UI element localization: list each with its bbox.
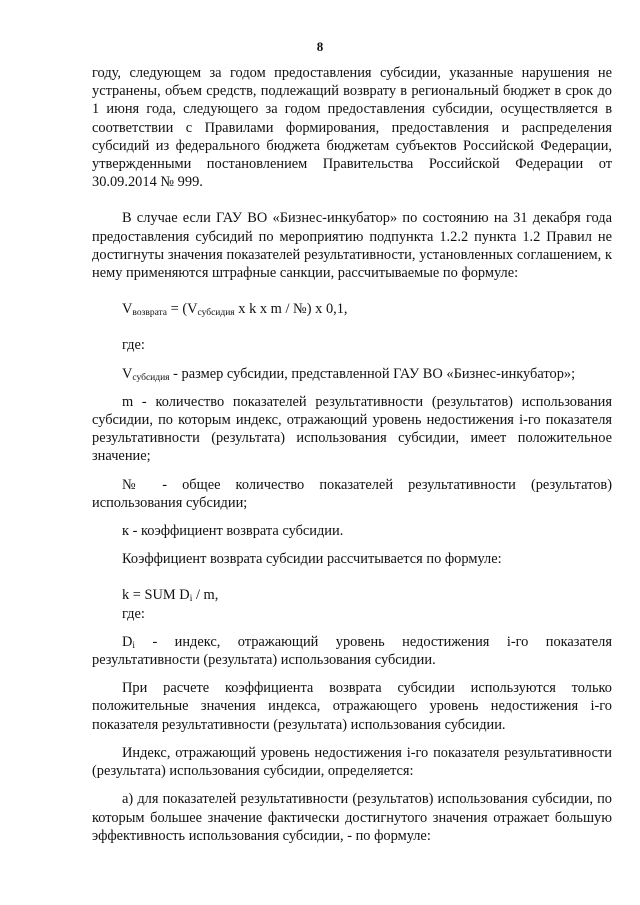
definition-m: m - количество показателей результативности (результатов) использования субсидии, по которым индекс, отражающий уровень недостижения i-го показателя результативности (результата) использования субсидии, имеет положительное значение; — [92, 393, 612, 465]
page-number: 8 — [316, 39, 324, 54]
coefficient-intro: Коэффициент возврата субсидии рассчитывается по формуле: — [122, 551, 502, 568]
calculation-note: При расчете коэффициента возврата субсидии используются только положительные значения индекса, отражающего уровень недостижения i-го показателя результативности (результата) использования субсидии. — [92, 680, 612, 733]
formula-coefficient: k = SUM $D_i$ / m, — [122, 587, 219, 605]
where-label: где: — [122, 337, 145, 354]
item-a: а) для показателей результативности (результатов) использования субсидии, по которым большее значение фактически достигнутого значения отражает большую эффективность использования субсидии, - по формуле: — [92, 791, 612, 844]
definition-d: $D_i$ - индекс, отражающий уровень недостижения i-го показателя результативности (результата) использования субсидии. — [92, 633, 612, 669]
definition-n: № - общее количество показателей результативности (результатов) использования субсидии; — [92, 476, 612, 511]
document-body — [92, 64, 612, 845]
where-label-2: где: — [122, 605, 145, 622]
formula-return-volume: $V_{возврата} = (V_{субсидия}$ x k x m / №) x 0,1, — [122, 301, 348, 319]
paragraph-penalty-conditions: В случае если ГАУ ВО «Бизнес-инкубатор» по состоянию на 31 декабря года предоставления субсидий по мероприятию подпункта 1.2.2 пункта 1.2 Правил не достигнуты значения показателей результативности, установленных соглашением, к нему применяются штрафные санкции, рассчитываемые по формуле: — [92, 210, 612, 282]
definition-v-subsidy: $V_{субсидия}$ - размер субсидии, представленной ГАУ ВО «Бизнес-инкубатор»; — [122, 365, 576, 383]
index-definition: Индекс, отражающий уровень недостижения i-го показателя результативности (результата) использования субсидии, определяется: — [92, 744, 612, 780]
paragraph-continuation: году, следующем за годом предоставления субсидии, указанные нарушения не устранены, объем средств, подлежащий возврату в региональный бюджет в срок до 1 июня года, следующего за годом предоставления субсидии, осуществляется в соответствии с Правилами формирования, предоставления и распределения субсидий из федерального бюджета бюджетам субъектов Российской Федерации, утвержденными постановлением Правительства Российской Федерации от 30.09.2014 № 999. — [92, 65, 612, 191]
definition-k: к - коэффициент возврата субсидии. — [122, 523, 344, 540]
